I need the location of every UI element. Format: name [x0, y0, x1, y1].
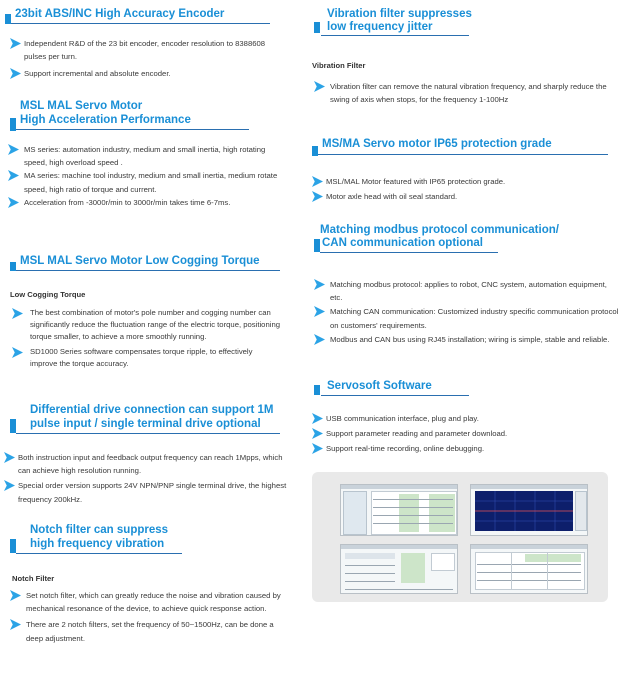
section-modbus: [308, 224, 627, 344]
list-cogging: [10, 307, 280, 370]
section-notch: [0, 524, 300, 643]
subheading: Low Cogging Torque: [10, 290, 86, 299]
list-item: Set notch filter, which can greatly reduce the noise and vibration caused by mechanical resonance of the device, to achieve quick response action.: [10, 589, 290, 615]
heading-ip65: [308, 138, 627, 156]
heading-marker: [10, 539, 16, 553]
heading-notch: [0, 524, 300, 554]
waveform-graphic: [475, 491, 573, 531]
heading-title-line1: Vibration filter suppresses: [327, 8, 472, 20]
list-item: Acceleration from -3000r/min to 3000r/min takes time 6-7ms.: [8, 196, 280, 209]
list-item: There are 2 notch filters, set the frequency of 50~1500Hz, can be done a deep adjustment.: [10, 618, 290, 644]
list-item: USB communication interface, plug and play.: [312, 412, 617, 425]
arrow-bullet-icon: [312, 191, 323, 202]
heading-marker: [314, 22, 320, 33]
arrow-bullet-icon: [314, 81, 325, 92]
heading-underline: [16, 553, 182, 554]
arrow-bullet-icon: [8, 144, 19, 155]
list-item: Support incremental and absolute encoder.: [10, 67, 280, 80]
list-software: [312, 412, 617, 456]
arrow-bullet-icon: [314, 334, 325, 345]
arrow-bullet-icon: [12, 308, 23, 319]
heading-underline: [318, 154, 608, 155]
section-acceleration: [0, 100, 300, 207]
heading-title-line1: Differential drive connection can support 1M: [30, 404, 274, 416]
heading-underline: [11, 23, 270, 24]
heading-differential: [0, 404, 300, 434]
heading-title-line1: Matching modbus protocol communication/: [320, 224, 559, 236]
list-item: Motor axle head with oil seal standard.: [312, 190, 617, 203]
list-item: The best combination of motor's pole number and cogging number can significantly reduce the fluctuation range of the electric torque, positioning torque smaller, to achieve a more smoothly running.: [10, 307, 280, 343]
arrow-bullet-icon: [8, 197, 19, 208]
arrow-bullet-icon: [314, 306, 325, 317]
list-acceleration: [8, 143, 280, 209]
heading-underline: [321, 35, 469, 36]
heading-underline: [16, 270, 280, 271]
heading-title-line2: pulse input / single terminal drive optional: [30, 418, 261, 430]
section-ip65: [308, 138, 627, 202]
subheading: Vibration Filter: [312, 61, 366, 70]
software-screenshot-parameters: [340, 484, 458, 536]
section-cogging: [0, 252, 300, 368]
arrow-bullet-icon: [314, 279, 325, 290]
list-ip65: [312, 175, 617, 203]
list-item: MS series: automation industry, medium and small inertia, high rotating speed, high overload speed .: [8, 143, 280, 169]
section-vibration: [308, 6, 627, 105]
heading-underline: [16, 433, 280, 434]
heading-software: [308, 378, 627, 396]
heading-vibration: [308, 6, 627, 36]
heading-cogging: [0, 252, 300, 270]
list-item: Both instruction input and feedback output frequency can reach 1Mpps, which can achieve high resolution running.: [4, 451, 288, 477]
heading-encoder: [0, 6, 300, 24]
arrow-bullet-icon: [10, 68, 21, 79]
list-notch: [10, 589, 290, 645]
list-vibration: [314, 80, 614, 106]
heading-title-line1: MSL MAL Servo Motor: [20, 100, 143, 112]
list-item: Matching modbus protocol: applies to robot, CNC system, automation equipment, etc.: [314, 278, 619, 304]
list-item: Support real-time recording, online debugging.: [312, 442, 617, 455]
software-screenshots-panel: [312, 472, 608, 602]
heading-underline: [320, 252, 498, 253]
heading-title-line2: High Acceleration Performance: [20, 114, 191, 126]
heading-marker: [10, 419, 16, 433]
arrow-bullet-icon: [312, 413, 323, 424]
arrow-bullet-icon: [8, 170, 19, 181]
section-software: [308, 378, 627, 454]
software-screenshot-oscilloscope: [470, 484, 588, 536]
arrow-bullet-icon: [312, 176, 323, 187]
heading-title: 23bit ABS/INC High Accuracy Encoder: [15, 8, 225, 20]
heading-title-line2: low frequency jitter: [327, 21, 433, 33]
heading-underline: [16, 129, 249, 130]
heading-title: MS/MA Servo motor IP65 protection grade: [322, 138, 552, 150]
list-item: SD1000 Series software compensates torque ripple, to effectively improve the torque accuracy.: [10, 346, 280, 370]
heading-title-line2: CAN communication optional: [322, 237, 483, 249]
arrow-bullet-icon: [4, 480, 15, 491]
arrow-bullet-icon: [312, 428, 323, 439]
list-item: Special order version supports 24V NPN/PNP single terminal drive, the highest frequency 200kHz.: [4, 479, 288, 505]
section-encoder: [0, 6, 300, 79]
software-screenshot-settings: [340, 544, 458, 594]
list-item: MA series: machine tool industry, medium and small inertia, medium rotate speed, high ratio of torque and current.: [8, 169, 280, 195]
arrow-bullet-icon: [10, 619, 21, 630]
arrow-bullet-icon: [10, 590, 21, 601]
heading-title-line2: high frequency vibration: [30, 538, 165, 550]
list-item: Independent R&D of the 23 bit encoder, encoder resolution to 8388608 pulses per turn.: [10, 37, 280, 63]
heading-title: Servosoft Software: [327, 380, 432, 392]
arrow-bullet-icon: [4, 452, 15, 463]
section-differential: [0, 404, 300, 504]
heading-marker: [314, 385, 320, 395]
software-screenshot-table: [470, 544, 588, 594]
arrow-bullet-icon: [10, 38, 21, 49]
list-item: MSL/MAL Motor featured with IP65 protection grade.: [312, 175, 617, 188]
subheading: Notch Filter: [12, 574, 55, 583]
heading-acceleration: [0, 100, 300, 130]
list-differential: [4, 451, 288, 506]
heading-underline: [321, 395, 469, 396]
list-item: Vibration filter can remove the natural vibration frequency, and sharply reduce the swing of axis when stops, for the frequency 1-100Hz: [314, 80, 614, 106]
heading-marker: [314, 239, 320, 252]
list-item: Modbus and CAN bus using RJ45 installation; wiring is simple, stable and reliable.: [314, 333, 619, 346]
list-item: Support parameter reading and parameter download.: [312, 427, 617, 440]
list-item: Matching CAN communication: Customized industry specific communication protocol on customers' requirements.: [314, 305, 619, 331]
arrow-bullet-icon: [312, 443, 323, 454]
arrow-bullet-icon: [12, 347, 23, 358]
list-encoder: [10, 37, 280, 81]
heading-title: MSL MAL Servo Motor Low Cogging Torque: [20, 255, 260, 267]
heading-title-line1: Notch filter can suppress: [30, 524, 169, 536]
heading-modbus: [308, 224, 627, 254]
list-modbus: [314, 278, 619, 346]
